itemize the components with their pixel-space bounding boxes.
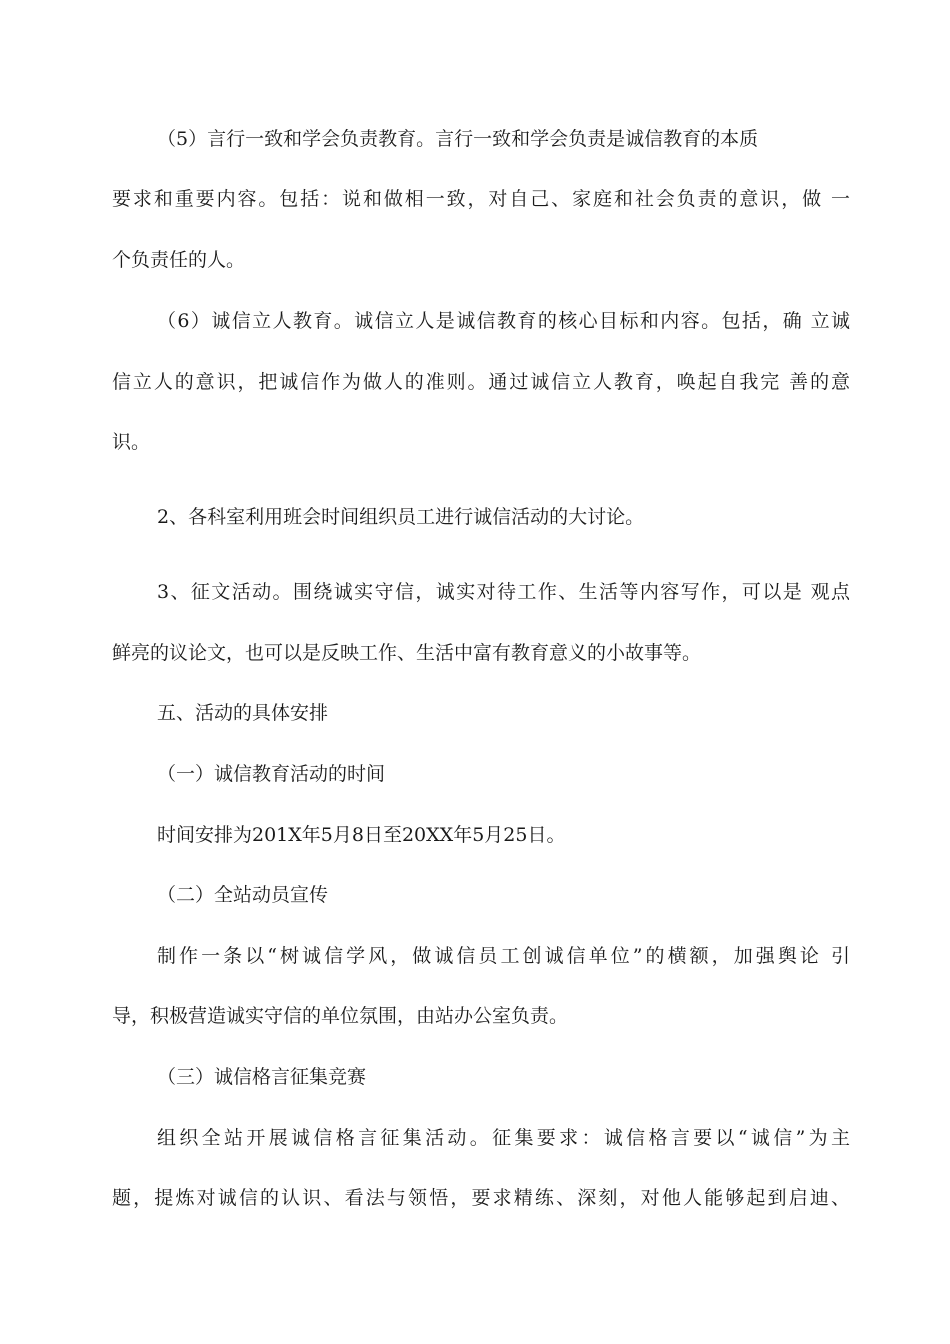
- motto-line-2: 题，提炼对诚信的认识、看法与领悟，要求精练、深刻，对他人能够起到启迪、: [112, 1187, 850, 1209]
- motto-line-1: 组织全站开展诚信格言征集活动。征集要求：诚信格言要以“诚信”为主: [157, 1127, 850, 1149]
- paragraph-6-line-1: （6）诚信立人教育。诚信立人是诚信教育的核心目标和内容。包括，确 立诚: [157, 310, 850, 332]
- paragraph-5-line-1: （5）言行一致和学会负责教育。言行一致和学会负责是诚信教育的本质: [157, 128, 759, 150]
- paragraph-6-line-2: 信立人的意识，把诚信作为做人的准则。通过诚信立人教育，唤起自我完 善的意: [112, 371, 850, 393]
- paragraph-5-line-2: 要求和重要内容。包括：说和做相一致，对自己、家庭和社会负责的意识，做 一: [112, 188, 850, 210]
- item-3-essay-line-2: 鲜亮的议论文，也可以是反映工作、生活中富有教育意义的小故事等。: [112, 642, 702, 664]
- subheading-3: （三）诚信格言征集竞赛: [157, 1066, 367, 1088]
- publicity-line-1: 制作一条以“树诚信学风，做诚信员工创诚信单位”的横额，加强舆论 引: [157, 945, 850, 967]
- schedule-text: 时间安排为201X年5月8日至20XX年5月25日。: [157, 824, 566, 846]
- subheading-1: （一）诚信教育活动的时间: [157, 763, 386, 785]
- paragraph-5-line-3: 个负责任的人。: [112, 249, 246, 271]
- item-3-essay-line-1: 3、征文活动。围绕诚实守信，诚实对待工作、生活等内容写作，可以是 观点: [157, 581, 850, 603]
- paragraph-6-line-3: 识。: [112, 431, 151, 453]
- subheading-2: （二）全站动员宣传: [157, 884, 329, 906]
- section-heading-5: 五、活动的具体安排: [157, 702, 329, 724]
- publicity-line-2: 导，积极营造诚实守信的单位氛围，由站办公室负责。: [112, 1005, 569, 1027]
- item-2-discussion: 2、各科室利用班会时间组织员工进行诚信活动的大讨论。: [157, 506, 645, 528]
